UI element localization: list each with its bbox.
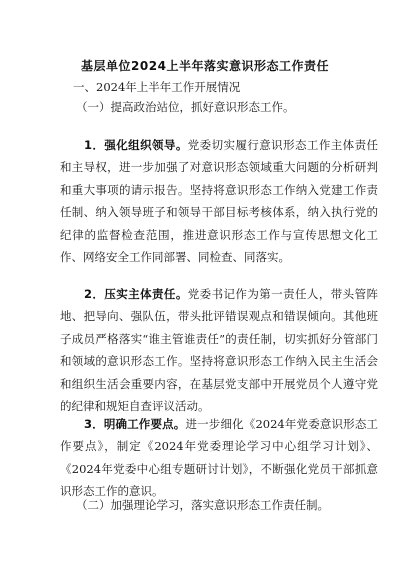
paragraph-text: 党委切实履行意识形态工作主体责任和主导权，进一步加强了对意识形态领域重大问题的分析研判和重大事项的请示报告。坚持将意识形态工作纳入党建工作责任制、纳入领导班子和领导干部目标考核体系，纳入执行党的纪律的监督检查范围，推进意识形态工作与宣传思想文化工作、网络安全工作同部署、同检查、同落实。 xyxy=(60,137,378,264)
paragraph-item-2 xyxy=(60,283,378,418)
paragraph-lead: 2．压实主体责任。 xyxy=(84,286,188,301)
subsection-heading: （二）加强理论学习，落实意识形态工作责任制。 xyxy=(76,498,329,512)
paragraph-lead: 1．强化组织领导。 xyxy=(84,137,188,152)
paragraph-text: 进一步细化《2024年党委意识形态工作要点》，制定《2024年党委理论学习中心组学习计划》、《2024年党委中心组专题研讨计划》，不断强化党员干部抓意识形态工作的意识。 xyxy=(60,416,378,498)
section-heading: 一、2024年上半年工作开展情况 xyxy=(73,80,241,94)
paragraph-item-1 xyxy=(60,134,378,269)
document-title: 基层单位2024上半年落实意识形态工作责任 xyxy=(81,59,329,73)
paragraph-lead: 3．明确工作要点。 xyxy=(84,416,186,431)
subsection-heading: （一）提高政治站位，抓好意识形态工作。 xyxy=(76,100,295,114)
paragraph-item-3 xyxy=(60,413,378,503)
paragraph-text: 党委书记作为第一责任人，带头管阵地、把导向、强队伍，带头批评错误观点和错误倾向。其他班子成员严格落实“谁主管谁责任”的责任制，切实抓好分管部门和领域的意识形态工作。坚持将意识形态工作纳入民主生活会和组织生活会重要内容，在基层党支部中开展党员个人遵守党的纪律和规矩自查评议活动。 xyxy=(60,286,378,413)
